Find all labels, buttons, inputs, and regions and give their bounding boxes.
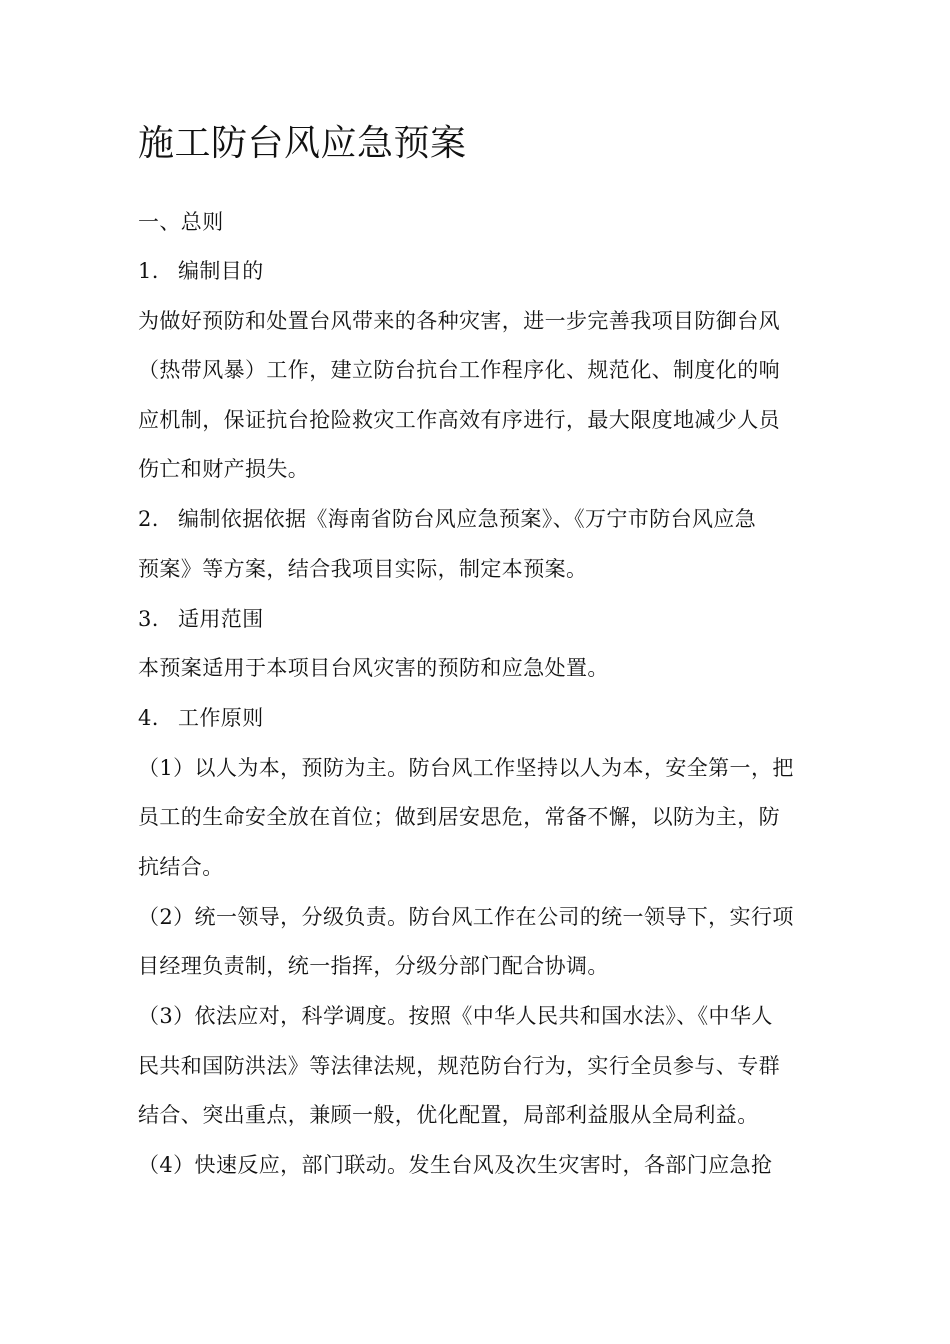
paragraph-line: 结合、突出重点，兼顾一般，优化配置，局部利益服从全局利益。 [138,1103,759,1127]
paragraph-line: （热带风暴）工作，建立防台抗台工作程序化、规范化、制度化的响 [138,358,780,382]
paragraph-line: 员工的生命安全放在首位；做到居安思危，常备不懈，以防为主，防 [138,805,780,829]
paragraph-line: 伤亡和财产损失。 [138,457,310,481]
item-heading-scope [138,604,264,634]
paragraph-line: （4）快速反应，部门联动。发生台风及次生灾害时，各部门应急抢 [138,1153,773,1177]
item-number: 3. [138,607,159,631]
paragraph-line: 预案》等方案，结合我项目实际，制定本预案。 [138,557,588,581]
item-heading-basis [138,504,756,534]
item-number: 2. [138,507,159,531]
paragraph-line: （1）以人为本，预防为主。防台风工作坚持以人为本，安全第一，把 [138,756,794,780]
item-heading-purpose [138,256,264,286]
item-label: 工作原则 [178,706,264,730]
paragraph-line: （2）统一领导，分级负责。防台风工作在公司的统一领导下，实行项 [138,905,794,929]
item-heading-principles [138,703,264,733]
item-label: 编制目的 [178,259,264,283]
paragraph-line: 为做好预防和处置台风带来的各种灾害，进一步完善我项目防御台风 [138,309,780,333]
item-number: 4. [138,706,159,730]
paragraph-line: 抗结合。 [138,855,224,879]
section-heading-general: 一、总则 [138,210,224,234]
item-label: 适用范围 [178,607,264,631]
document-title: 施工防台风应急预案 [138,123,467,164]
paragraph-line: （3）依法应对，科学调度。按照《中华人民共和国水法》、《中华人 [138,1004,773,1028]
item-label: 编制依据依据《海南省防台风应急预案》、《万宁市防台风应急 [178,507,757,531]
paragraph-line: 本预案适用于本项目台风灾害的预防和应急处置。 [138,656,609,680]
paragraph-line: 目经理负责制，统一指挥，分级分部门配合协调。 [138,954,609,978]
item-number: 1. [138,259,159,283]
paragraph-line: 应机制，保证抗台抢险救灾工作高效有序进行，最大限度地减少人员 [138,408,780,432]
paragraph-line: 民共和国防洪法》等法律法规，规范防台行为，实行全员参与、专群 [138,1054,780,1078]
